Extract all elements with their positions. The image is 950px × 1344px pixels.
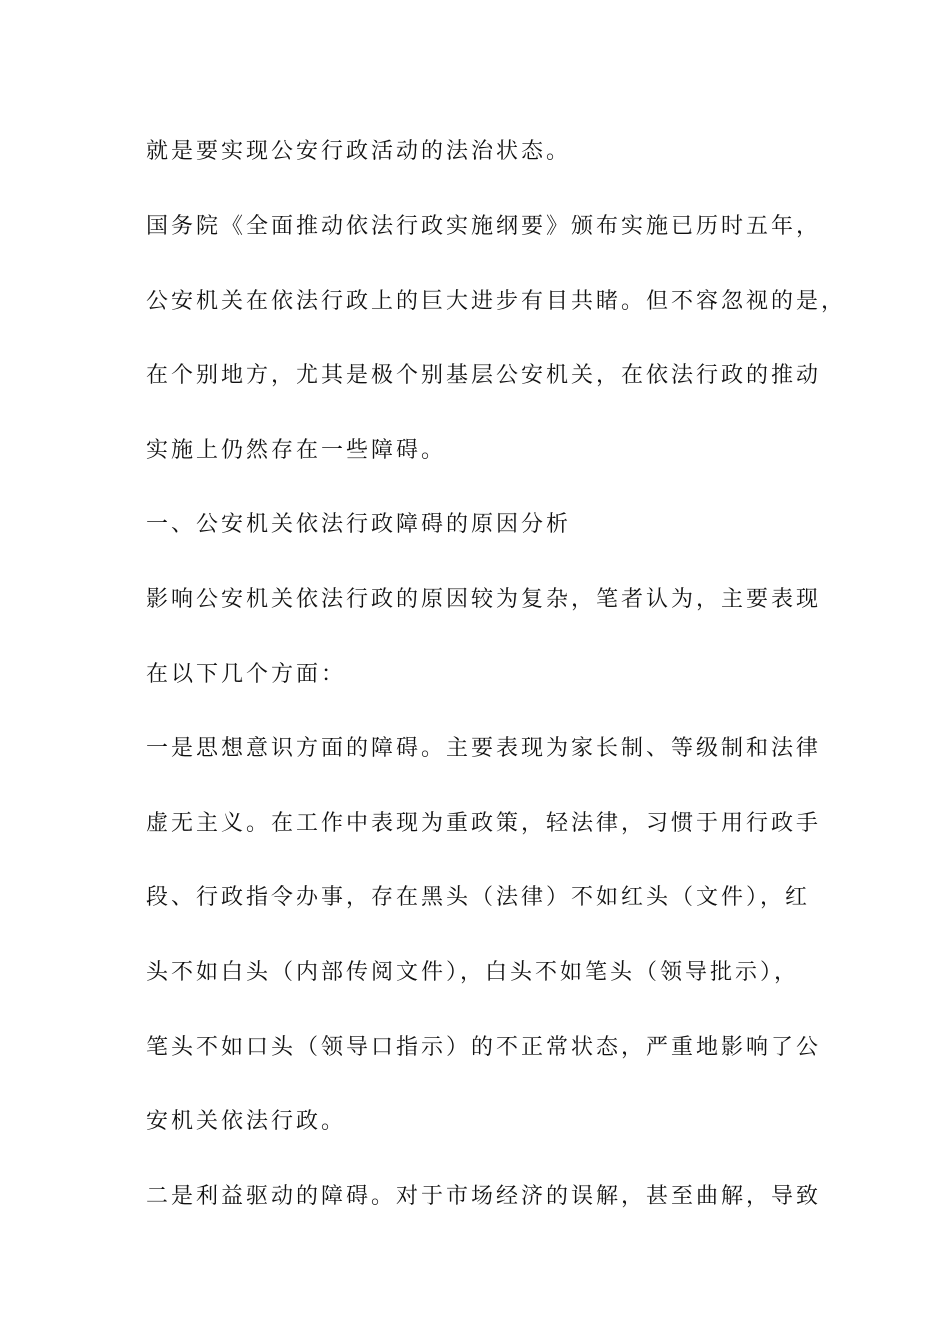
text-line: 国务院《全面推动依法行政实施纲要》颁布实施已历时五年，	[146, 214, 822, 239]
text-line: 二是利益驱动的障碍。对于市场经济的误解，甚至曲解，导致	[146, 1184, 822, 1209]
text-line: 就是要实现公安行政活动的法治状态。	[146, 139, 572, 164]
text-line: 段、行政指令办事，存在黑头（法律）不如红头（文件），红	[146, 885, 811, 910]
text-line: 公安机关在依法行政上的巨大进步有目共睹。但不容忽视的是，	[146, 289, 847, 314]
text-line: 影响公安机关依法行政的原因较为复杂，笔者认为，主要表现	[146, 587, 822, 612]
text-line: 实施上仍然存在一些障碍。	[146, 438, 447, 463]
text-line: 在以下几个方面：	[146, 662, 347, 687]
text-line: 笔头不如口头（领导口指示）的不正常状态，严重地影响了公	[146, 1035, 822, 1060]
text-line: 安机关依法行政。	[146, 1109, 347, 1134]
text-line: 头不如白头（内部传阅文件），白头不如笔头（领导批示），	[146, 960, 800, 985]
text-line: 一是思想意识方面的障碍。主要表现为家长制、等级制和法律	[146, 736, 822, 761]
text-line: 在个别地方，尤其是极个别基层公安机关，在依法行政的推动	[146, 363, 822, 388]
section-heading: 一、公安机关依法行政障碍的原因分析	[146, 512, 572, 537]
text-line: 虚无主义。在工作中表现为重政策，轻法律，习惯于用行政手	[146, 811, 822, 836]
